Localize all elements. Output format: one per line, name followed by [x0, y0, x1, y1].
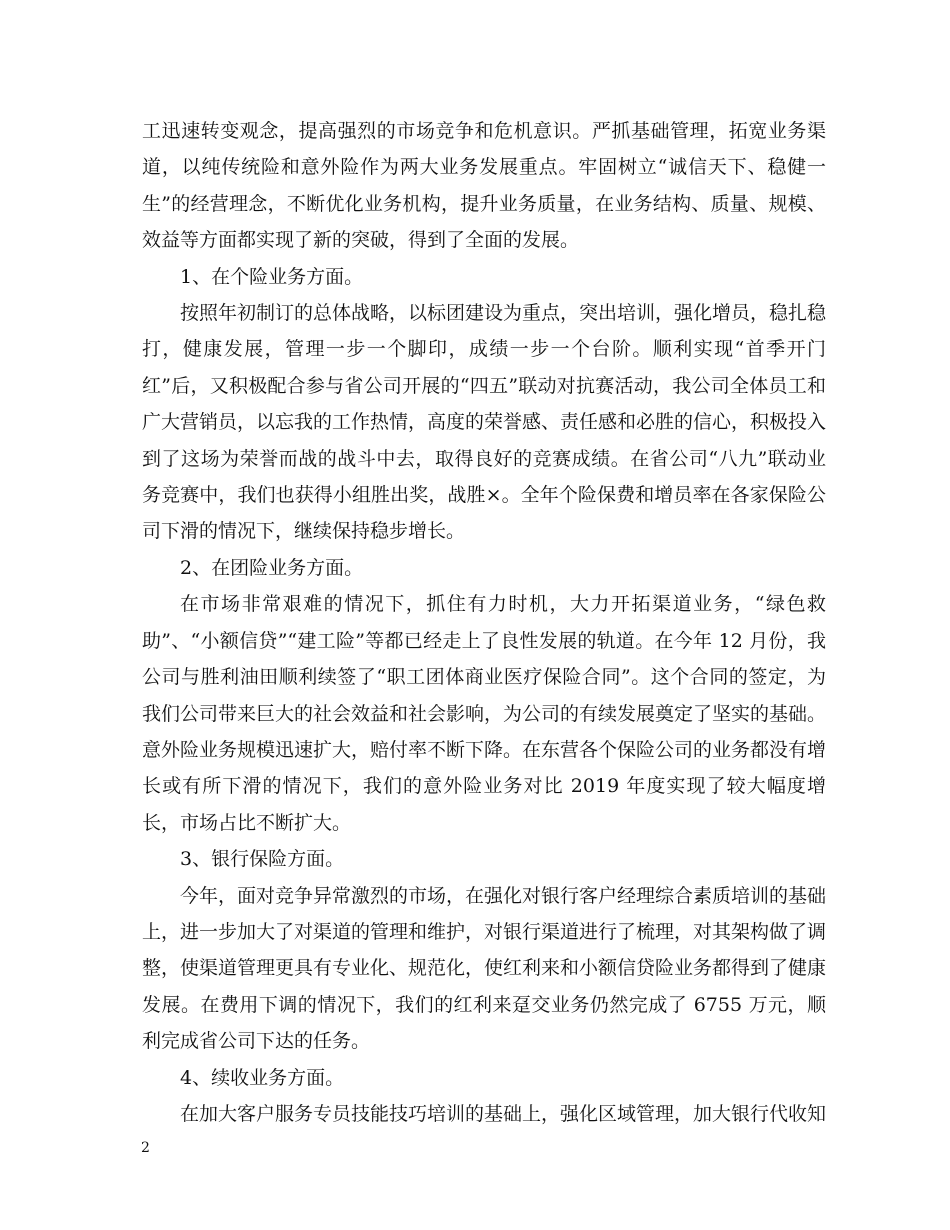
paragraph-group-insurance: 在市场非常艰难的情况下，抓住有力时机，大力开拓渠道业务，“绿色救助”、“小额信贷”“建工险”等都已经走上了良性发展的轨道。在今年 12 月份，我公司与胜利油田顺利续签了“职工团体商业医疗保险合同”。这个合同的签定，为我们公司带来巨大的社会效益和社会影响，为公司的有续发展奠定了坚实的基础。意外险业务规模迅速扩大，赔付率不断下降。在东营各个保险公司的业务都没有增长或有所下滑的情况下，我们的意外险业务对比 2019 年度实现了较大幅度增长，市场占比不断扩大。 — [142, 593, 827, 834]
heading-individual-insurance: 1、在个险业务方面。 — [180, 265, 364, 288]
heading-renewal-business: 4、续收业务方面。 — [180, 1066, 345, 1089]
paragraph-renewal-business: 在加大客户服务专员技能技巧培训的基础上，强化区域管理，加大银行代收知 — [180, 1102, 827, 1125]
paragraph-bank-insurance: 今年，面对竞争异常激烈的市场，在强化对银行客户经理综合素质培训的基础上，进一步加大了对渠道的管理和维护，对银行渠道进行了梳理，对其架构做了调整，使渠道管理更具有专业化、规范化，使红利来和小额信贷险业务都得到了健康发展。在费用下调的情况下，我们的红利来趸交业务仍然完成了 6755 万元，顺利完成省公司下达的任务。 — [142, 884, 827, 1053]
body-text — [142, 113, 826, 1132]
paragraph-individual-insurance: 按照年初制订的总体战略，以标团建设为重点，突出培训，强化增员，稳扎稳打，健康发展，管理一步一个脚印，成绩一步一个台阶。顺利实现“首季开门红”后，又积极配合参与省公司开展的“四五”联动对抗赛活动，我公司全体员工和广大营销员，以忘我的工作热情，高度的荣誉感、责任感和必胜的信心，积极投入到了这场为荣誉而战的战斗中去，取得良好的竞赛成绩。在省公司“八九”联动业务竞赛中，我们也获得小组胜出奖，战胜×。全年个险保费和增员率在各家保险公司下滑的情况下，继续保持稳步增长。 — [142, 302, 827, 543]
paragraph-intro-continuation: 工迅速转变观念，提高强烈的市场竞争和危机意识。严抓基础管理，拓宽业务渠道，以纯传统险和意外险作为两大业务发展重点。牢固树立“诚信天下、稳健一生”的经营理念，不断优化业务机构，提升业务质量，在业务结构、质量、规模、效益等方面都实现了新的突破，得到了全面的发展。 — [142, 120, 826, 252]
heading-bank-insurance: 3、银行保险方面。 — [180, 848, 345, 871]
page-number: 2 — [141, 1140, 150, 1156]
heading-group-insurance: 2、在团险业务方面。 — [180, 556, 364, 579]
